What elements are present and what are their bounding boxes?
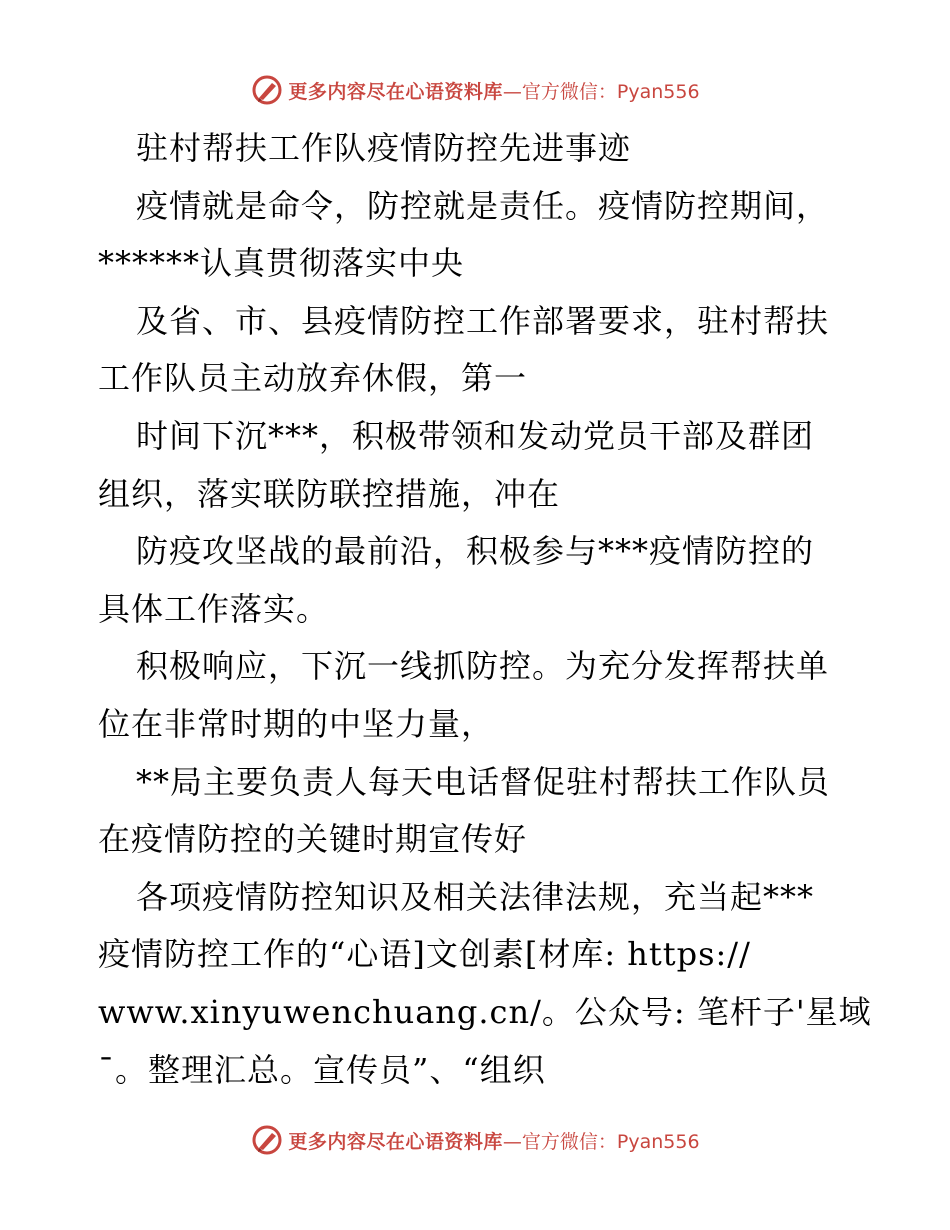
text-line: 时间下沉***，积极带领和发动党员干部及群团 — [136, 416, 815, 455]
text-line: 工作队员主动放弃休假，第一 — [98, 359, 528, 398]
watermark-wechat: —官方微信：Pyan556 — [502, 1130, 700, 1153]
text-line: ******认真贯彻落实中央 — [98, 244, 465, 283]
text-line: ¯。整理汇总。宣传员”、“组织 — [98, 1050, 546, 1089]
footer-watermark-banner — [0, 1120, 950, 1160]
text-line: 疫情就是命令，防控就是责任。疫情防控期间， — [136, 186, 830, 225]
text-line: 积极响应，下沉一线抓防控。为充分发挥帮扶单 — [136, 647, 830, 686]
header-watermark-banner — [0, 70, 950, 110]
pen-circle-logo-icon — [250, 73, 284, 107]
watermark-text: 更多内容尽在心语资料库 — [288, 1130, 503, 1153]
document-body — [98, 120, 872, 1099]
text-line: www.xinyuwenchuang.cn/。公众号: 笔杆子'星域 — [98, 992, 872, 1031]
text-line: 组织，落实联防联控措施，冲在 — [98, 474, 561, 513]
watermark-text: 更多内容尽在心语资料库 — [288, 80, 503, 103]
pen-circle-logo-icon — [250, 1123, 284, 1157]
text-line: 各项疫情防控知识及相关法律法规，充当起*** — [136, 877, 815, 916]
watermark-wechat: —官方微信：Pyan556 — [502, 80, 700, 103]
text-line: 防疫攻坚战的最前沿，积极参与***疫情防控的 — [136, 532, 815, 571]
text-line: 驻村帮扶工作队疫情防控先进事迹 — [136, 129, 632, 167]
text-line: **局主要负责人每天电话督促驻村帮扶工作队员 — [136, 762, 831, 801]
text-line: 疫情防控工作的“心语]文创素[材库: https:// — [98, 935, 751, 974]
text-line: 在疫情防控的关键时期宣传好 — [98, 820, 528, 859]
text-line: 位在非常时期的中坚力量， — [98, 704, 495, 743]
text-line: 具体工作落实。 — [98, 589, 330, 628]
text-line: 及省、市、县疫情防控工作部署要求，驻村帮扶 — [136, 301, 830, 340]
